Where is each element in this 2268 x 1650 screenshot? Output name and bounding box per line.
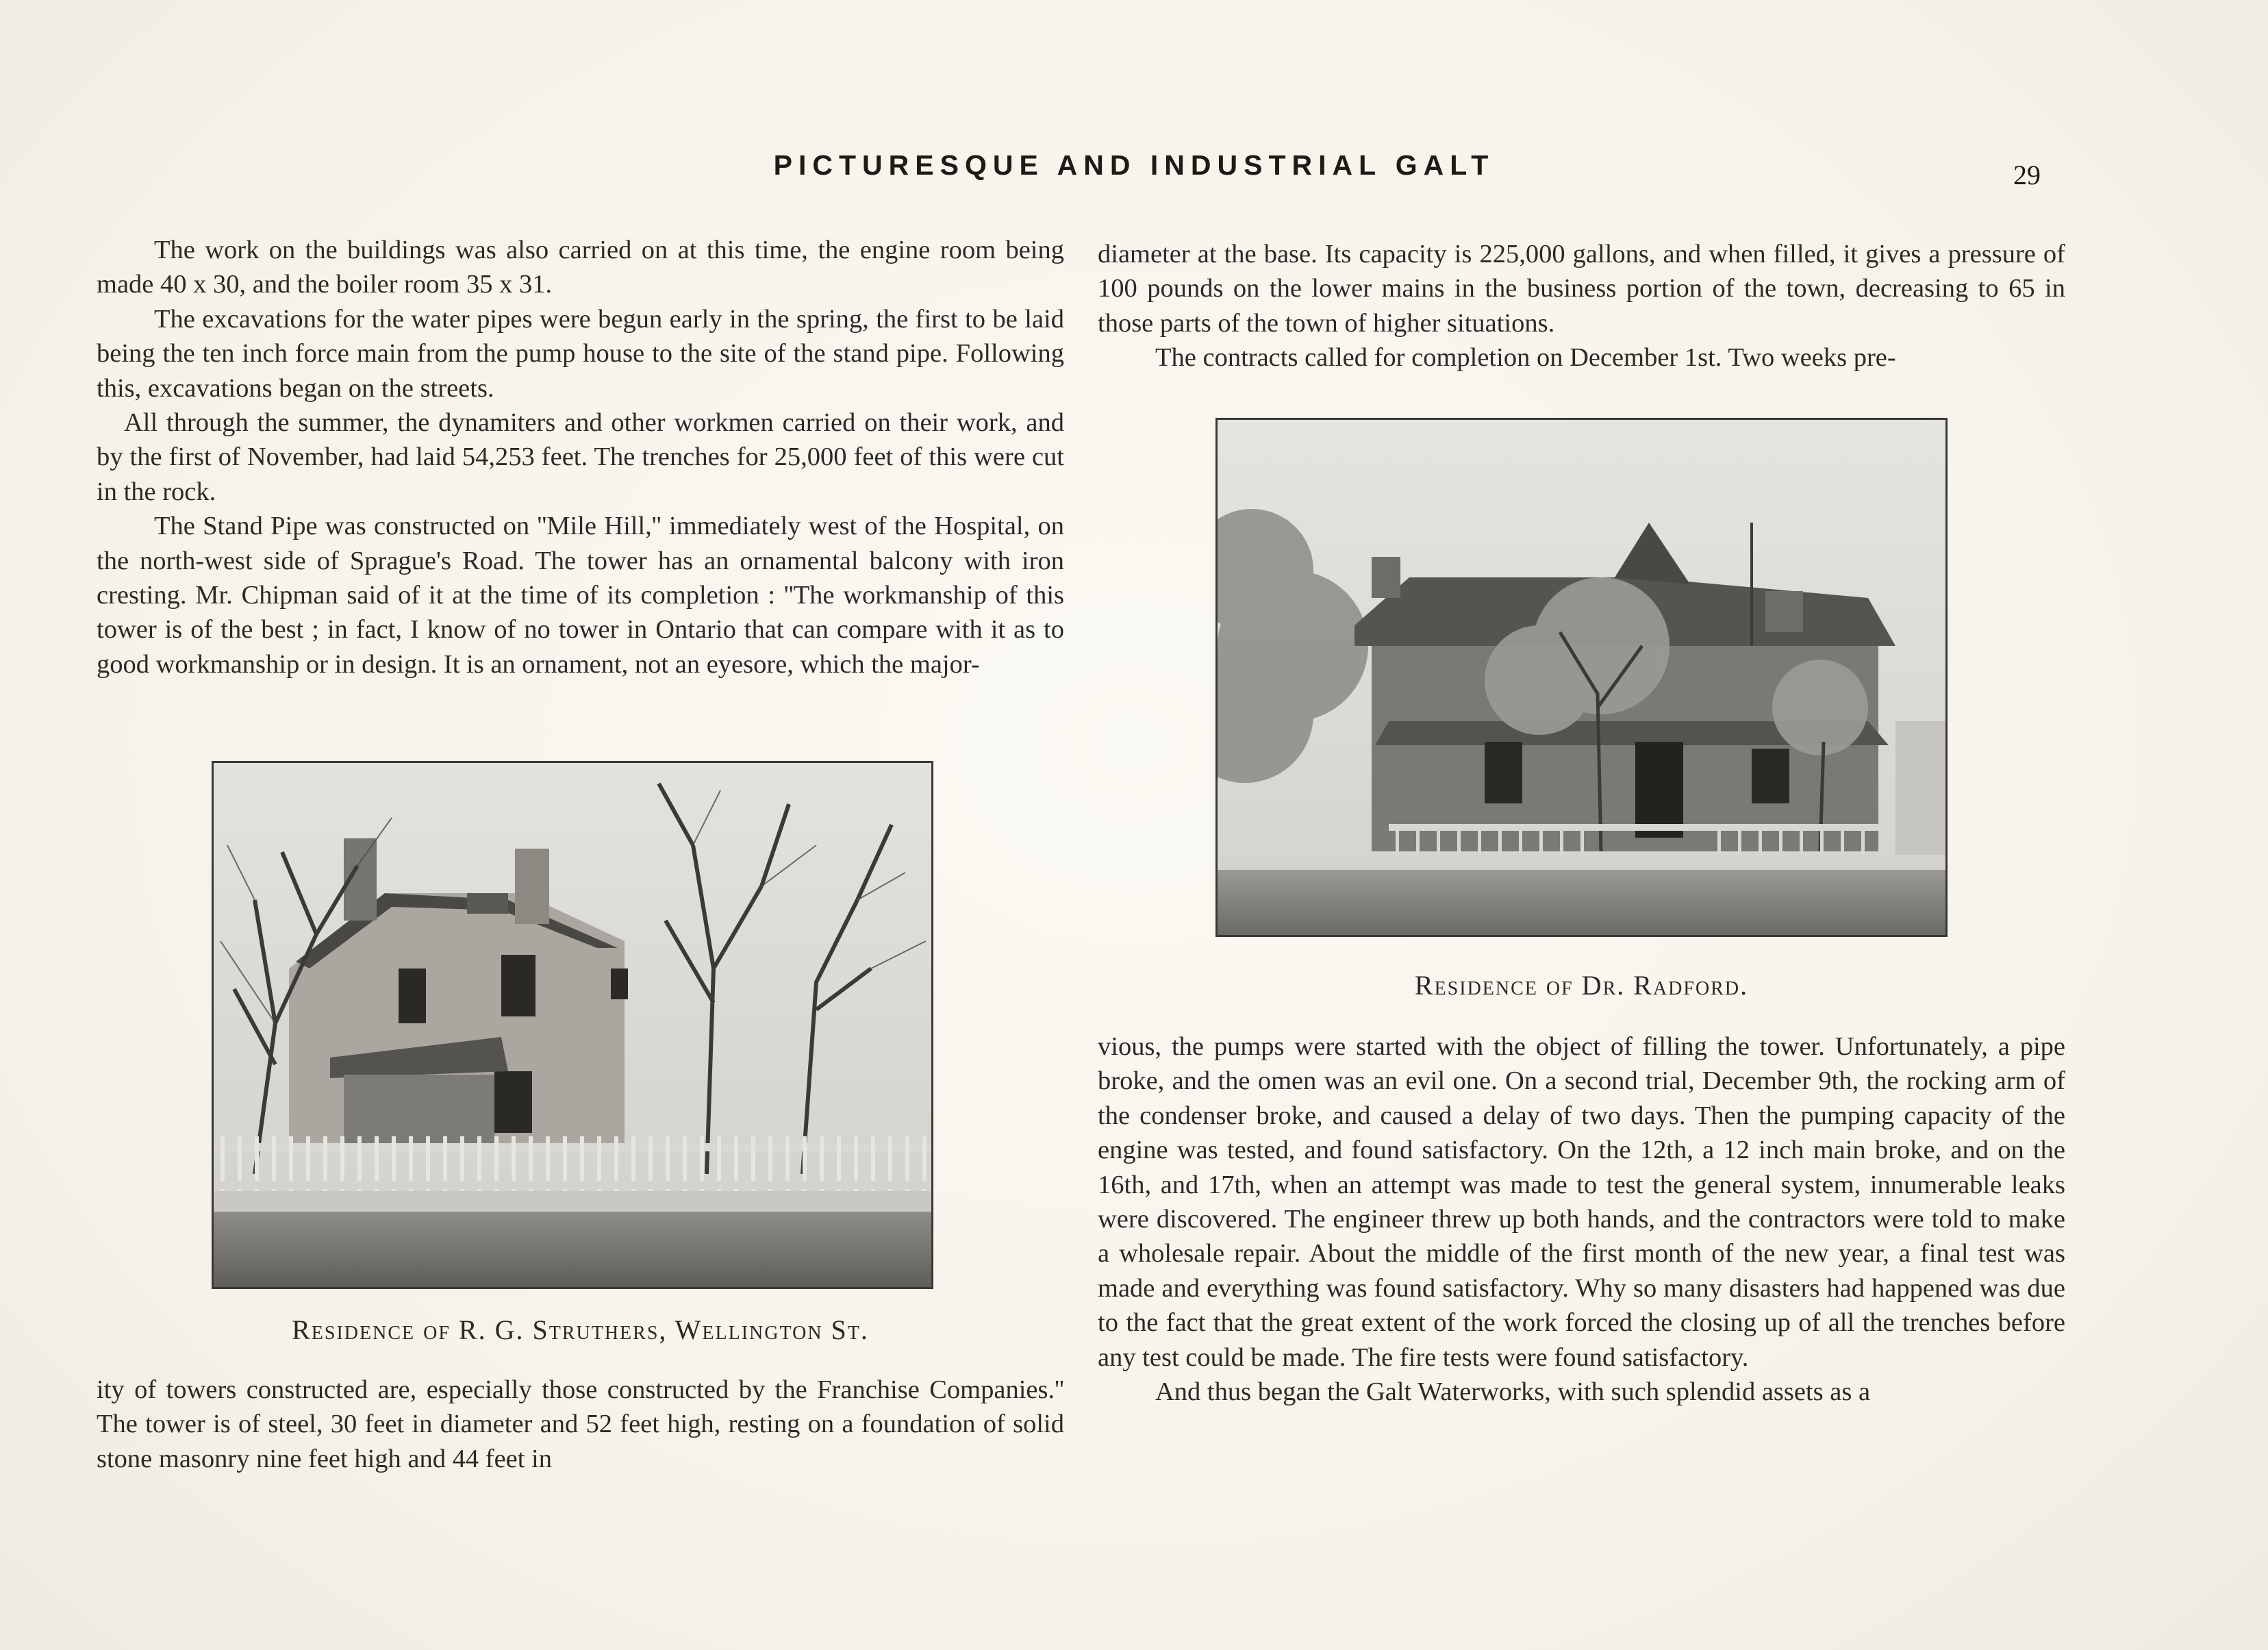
- paragraph: The excavations for the water pipes were begun early in the spring, the first to be laid being the ten inch force main from the pump house to the site of the stand pipe. Following this, excavations began on the streets.: [97, 304, 1064, 403]
- paragraph: diameter at the base. Its capacity is 225,000 gallons, and when filled, it gives a pressure of 100 pounds on the lower mains in the business portion of the town, decreasing to 65 in those parts of the town of higher situations.: [1098, 240, 2065, 338]
- left-column-bottom-text: [97, 1373, 1064, 1476]
- figure-caption-right: Residence of Dr. Radford.: [1414, 970, 1749, 1001]
- paragraph: The work on the buildings was also carried on at this time, the engine room being made 40 x 30, and the boiler room 35 x 31.: [97, 236, 1064, 299]
- house-illustration: [1218, 420, 1945, 935]
- photo-struthers-residence: [212, 761, 933, 1289]
- paragraph: The Stand Pipe was constructed on ''Mile Hill,'' immediately west of the Hospital, on the north-west side of Sprague's Road. The tower has an ornamental balcony with iron cresting. Mr. Chipman said of it at the time of its completion : ''The workmanship of this tower is of the best ; in fact, I know of no tower in Ontario that can compare with it as to good workmanship or in design. It is an ornament, not an eyesore, which the major-: [97, 512, 1064, 679]
- page-number: 29: [2013, 160, 2041, 190]
- paragraph: All through the summer, the dynamiters and other workmen carried on their work, and by the first of November, had laid 54,253 feet. The trenches for 25,000 feet of this were cut in the rock.: [97, 408, 1064, 506]
- right-column-bottom-text: [1098, 1029, 2065, 1409]
- paragraph: vious, the pumps were started with the object of filling the tower. Unfortunately, a pipe broke, and the omen was an evil one. On a second trial, December 9th, the rocking arm of the condenser broke, and caused a delay of two days. Then the pumping capacity of the engine was tested, and found satisfactory. On the 12th, a 12 inch main broke, and on the 16th, and 17th, when an attempt was made to test the general system, innumerable leaks were discovered. The engineer threw up both hands, and the contractors were told to make a wholesale repair. About the middle of the first month of the new year, a final test was made and everything was found satisfactory. Why so many disasters had happened was due to the fact that the great extent of the work forced the closing up of all the trenches before any test could be made. The fire tests were found satisfactory.: [1098, 1032, 2065, 1372]
- paragraph: The contracts called for completion on December 1st. Two weeks pre-: [1155, 343, 1896, 373]
- paragraph: ity of towers constructed are, especially those constructed by the Franchise Companies.'' The tower is of steel, 30 feet in diameter and 52 feet high, resting on a foundation of solid stone masonry nine feet high and 44 feet in: [97, 1375, 1064, 1473]
- left-column-top-text: [97, 233, 1064, 682]
- house-illustration: [214, 763, 931, 1287]
- paragraph: And thus began the Galt Waterworks, with such splendid assets as a: [1155, 1377, 1871, 1407]
- right-column-top-text: [1098, 237, 2065, 375]
- running-header: PICTURESQUE AND INDUSTRIAL GALT: [773, 149, 1495, 181]
- figure-caption-left: Residence of R. G. Struthers, Wellington St.: [292, 1314, 869, 1345]
- photo-radford-residence: [1215, 418, 1948, 937]
